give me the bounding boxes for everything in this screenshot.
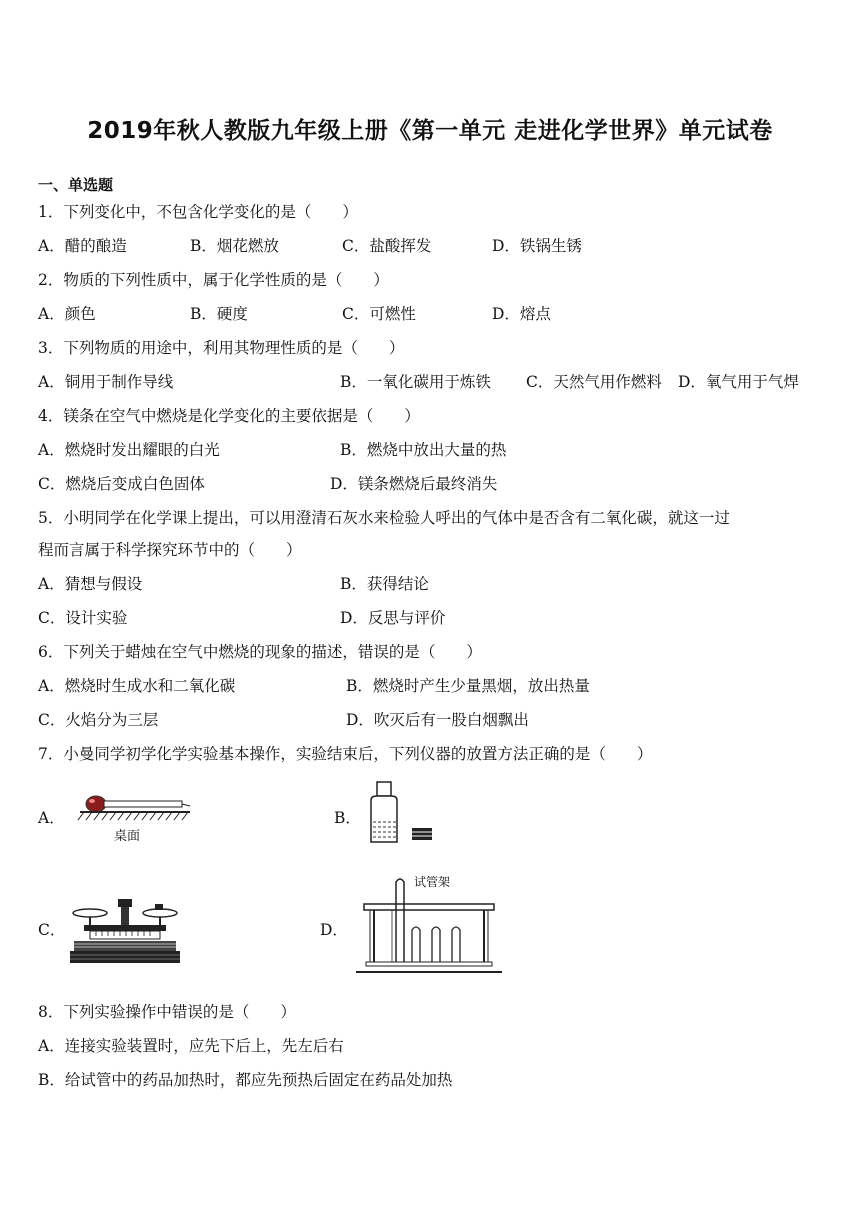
section-heading: 一、单选题 xyxy=(38,176,114,194)
question-7-option-d: D． xyxy=(320,921,348,939)
table-caption: 桌面 xyxy=(114,829,141,844)
question-7-stem: 7．小曼同学初学化学实验基本操作，实验结束后，下列仪器的放置方法正确的是（ ） xyxy=(38,745,653,763)
question-3-option-d: D．氧气用于气焊 xyxy=(678,373,799,391)
question-4-option-a: A．燃烧时发出耀眼的白光 xyxy=(38,441,220,459)
question-5-option-c: C．设计实验 xyxy=(38,609,128,627)
question-3-stem: 3．下列物质的用途中，利用其物理性质的是（ ） xyxy=(38,339,405,357)
question-2-option-b: B．硬度 xyxy=(190,305,248,323)
question-2-option-a: A．颜色 xyxy=(38,305,96,323)
question-5-option-d: D．反思与评价 xyxy=(340,609,446,627)
question-5-option-a: A．猜想与假设 xyxy=(38,575,143,593)
question-1-option-a: A．醋的酿造 xyxy=(38,237,127,255)
question-7-option-b: B． xyxy=(334,809,361,827)
question-7-option-c: C． xyxy=(38,921,66,939)
question-4-option-c: C．燃烧后变成白色固体 xyxy=(38,475,205,493)
question-5-option-b: B．获得结论 xyxy=(340,575,429,593)
question-5-stem-line-2: 程而言属于科学探究环节中的（ ） xyxy=(38,541,302,559)
question-2-option-c: C．可燃性 xyxy=(342,305,416,323)
page-title: 2019年秋人教版九年级上册《第一单元 走进化学世界》单元试卷 xyxy=(87,118,773,144)
balance-scale-figure xyxy=(70,895,182,967)
question-1-option-d: D．铁锅生锈 xyxy=(492,237,582,255)
question-6-option-b: B．燃烧时产生少量黑烟，放出热量 xyxy=(346,677,590,695)
question-1-stem: 1．下列变化中，不包含化学变化的是（ ） xyxy=(38,203,358,221)
test-tube-rack-figure xyxy=(352,872,508,978)
question-3-option-c: C．天然气用作燃料 xyxy=(526,373,662,391)
dropper-on-table-figure xyxy=(72,790,202,850)
question-8-stem: 8．下列实验操作中错误的是（ ） xyxy=(38,1003,296,1021)
question-6-option-d: D．吹灭后有一股白烟飘出 xyxy=(346,711,529,729)
reagent-bottle-figure xyxy=(366,780,440,850)
question-2-stem: 2．物质的下列性质中，属于化学性质的是（ ） xyxy=(38,271,389,289)
question-2-option-d: D．熔点 xyxy=(492,305,551,323)
question-4-stem: 4．镁条在空气中燃烧是化学变化的主要依据是（ ） xyxy=(38,407,420,425)
question-4-option-d: D．镁条燃烧后最终消失 xyxy=(330,475,498,493)
question-8-option-b: B．给试管中的药品加热时，都应先预热后固定在药品处加热 xyxy=(38,1071,453,1089)
question-3-option-a: A．铜用于制作导线 xyxy=(38,373,174,391)
question-6-option-a: A．燃烧时生成水和二氧化碳 xyxy=(38,677,236,695)
question-8-option-a: A．连接实验装置时，应先下后上，先左后右 xyxy=(38,1037,344,1055)
question-4-option-b: B．燃烧中放出大量的热 xyxy=(340,441,507,459)
question-7-option-a: A． xyxy=(38,809,65,827)
question-1-option-c: C．盐酸挥发 xyxy=(342,237,432,255)
question-6-option-c: C．火焰分为三层 xyxy=(38,711,159,729)
question-5-stem-line-1: 5．小明同学在化学课上提出，可以用澄清石灰水来检验人呼出的气体中是否含有二氧化碳，就这一过 xyxy=(38,509,730,527)
question-3-option-b: B．一氧化碳用于炼铁 xyxy=(340,373,491,391)
question-1-option-b: B．烟花燃放 xyxy=(190,237,279,255)
question-6-stem: 6．下列关于蜡烛在空气中燃烧的现象的描述，错误的是（ ） xyxy=(38,643,482,661)
rack-caption: 试管架 xyxy=(414,875,451,889)
